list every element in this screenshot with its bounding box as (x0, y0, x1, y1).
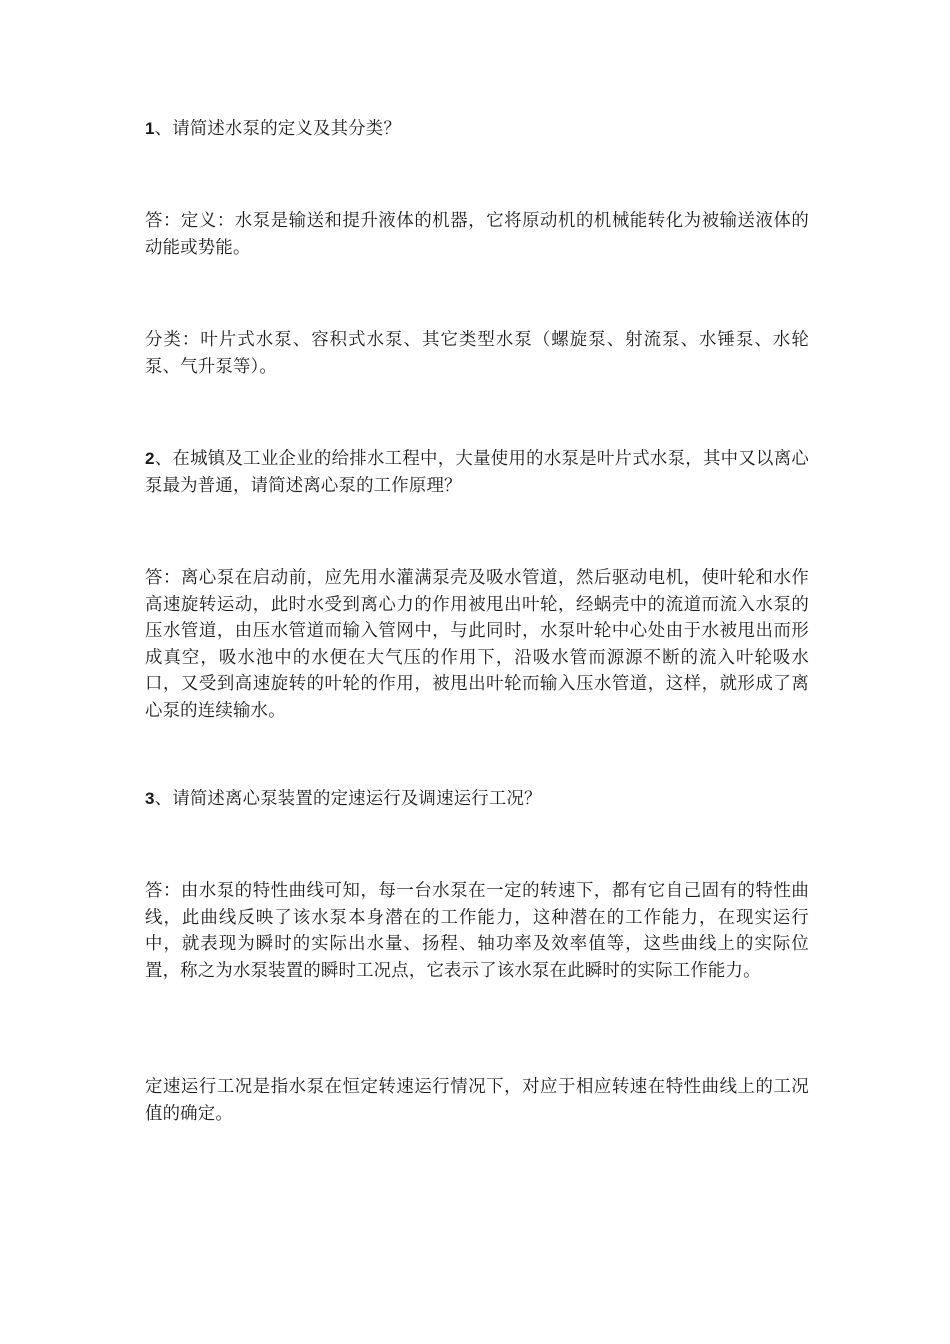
question-3-text: 、请简述离心泵装置的定速运行及调速运行工况？ (154, 789, 542, 809)
question-2 (145, 446, 809, 499)
question-3 (145, 786, 809, 813)
question-1-number: 1 (145, 119, 155, 138)
answer-3-constant-speed: 定速运行工况是指水泵在恒定转速运行情况下，对应于相应转速在特性曲线上的工况值的确定。 (145, 1077, 809, 1124)
answer-3: 答：由水泵的特性曲线可知，每一台水泵在一定的转速下，都有它自己固有的特性曲线，此曲线反映了该水泵本身潜在的工作能力，这种潜在的工作能力，在现实运行中，就表现为瞬时的实际出水量、扬程、轴功率及效率值等，这些曲线上的实际位置，称之为水泵装置的瞬时工况点，它表示了该水泵在此瞬时的实际工作能力。 (145, 881, 809, 981)
question-2-text: 、在城镇及工业企业的给排水工程中，大量使用的水泵是叶片式水泵，其中又以离心泵最为普通，请简述离心泵的工作原理？ (145, 449, 809, 496)
answer-1-definition: 答：定义：水泵是输送和提升液体的机器，它将原动机的机械能转化为被输送液体的动能或势能。 (145, 211, 809, 258)
question-2-number: 2 (145, 449, 155, 468)
answer-2: 答：离心泵在启动前，应先用水灌满泵壳及吸水管道，然后驱动电机，使叶轮和水作高速旋转运动，此时水受到离心力的作用被甩出叶轮，经蜗壳中的流道而流入水泵的压水管道，由压水管道而输入管网中，与此同时，水泵叶轮中心处由于水被甩出而形成真空，吸水池中的水便在大气压的作用下，沿吸水管而源源不断的流入叶轮吸水口，又受到高速旋转的叶轮的作用，被甩出叶轮而输入压水管道，这样，就形成了离心泵的连续输水。 (145, 568, 809, 721)
question-1 (145, 116, 809, 143)
question-3-number: 3 (145, 789, 155, 808)
question-1-text: 、请简述水泵的定义及其分类？ (154, 119, 401, 139)
answer-1-classification: 分类：叶片式水泵、容积式水泵、其它类型水泵（螺旋泵、射流泵、水锤泵、水轮泵、气升泵等）。 (145, 330, 809, 377)
